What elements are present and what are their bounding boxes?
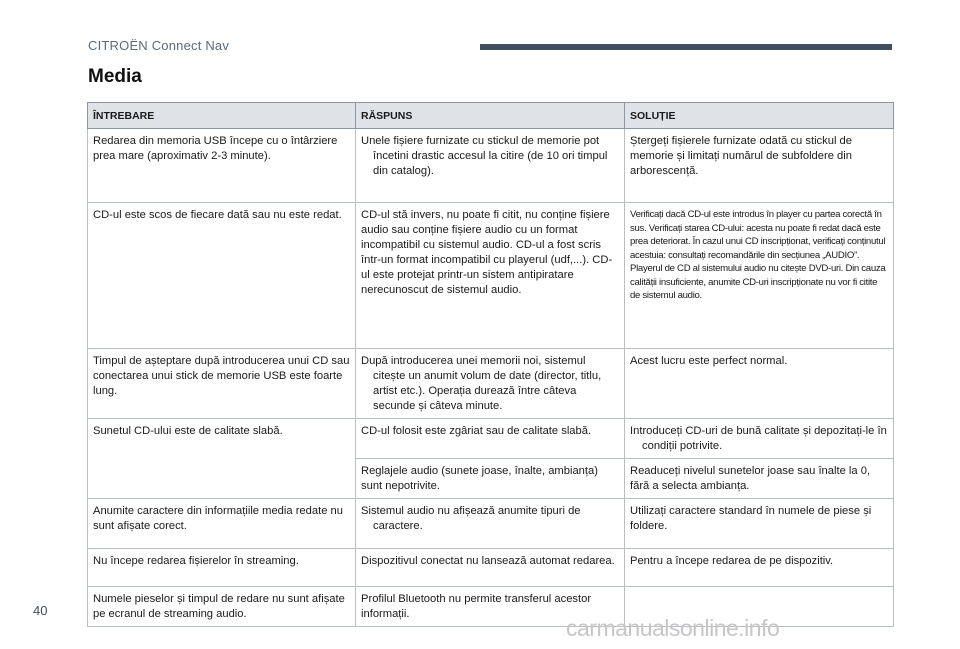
answer-text: Sistemul audio nu afișează anumite tipuri de caractere. xyxy=(361,505,581,532)
answer-cell xyxy=(356,129,625,203)
header-bar xyxy=(480,44,892,50)
solution-cell: Readuceți nivelul sunetelor joase sau înalte la 0, fără a selecta ambianța. xyxy=(625,459,894,499)
table-row xyxy=(88,203,894,349)
table-row xyxy=(88,419,894,459)
column-header-question: ÎNTREBARE xyxy=(88,103,356,129)
solution-cell xyxy=(625,419,894,459)
answer-text: Unele fișiere furnizate cu stickul de memorie pot încetini drastic accesul la citire (de 10 ori timpul din catalog). xyxy=(361,135,608,177)
table-row xyxy=(88,499,894,549)
solution-cell: Pentru a începe redarea de pe dispozitiv. xyxy=(625,549,894,587)
question-cell: Timpul de așteptare după introducerea unui CD sau conectarea unui stick de memorie USB este foarte lung. xyxy=(88,349,356,419)
question-cell: Redarea din memoria USB începe cu o întârziere prea mare (aproximativ 2-3 minute). xyxy=(88,129,356,203)
question-cell: Sunetul CD-ului este de calitate slabă. xyxy=(88,419,356,499)
answer-cell: CD-ul folosit este zgâriat sau de calitate slabă. xyxy=(356,419,625,459)
answer-cell xyxy=(356,499,625,549)
page-title: Media xyxy=(88,66,142,87)
answer-cell xyxy=(356,549,625,587)
answer-cell: Profilul Bluetooth nu permite transferul acestor informații. xyxy=(356,587,625,627)
solution-text: Introduceți CD-uri de bună calitate și depozitați-le în condiții potrivite. xyxy=(630,425,887,452)
solution-cell: Acest lucru este perfect normal. xyxy=(625,349,894,419)
table-header-row xyxy=(88,103,894,129)
table-row xyxy=(88,349,894,419)
solution-cell: Utilizați caractere standard în numele de piese și foldere. xyxy=(625,499,894,549)
troubleshooting-table xyxy=(87,102,894,627)
column-header-solution: SOLUȚIE xyxy=(625,103,894,129)
solution-cell: Ștergeți fișierele furnizate odată cu stickul de memorie și limitați numărul de subfoldere din arborescență. xyxy=(625,129,894,203)
question-cell: CD-ul este scos de fiecare dată sau nu este redat. xyxy=(88,203,356,349)
answer-text: Dispozitivul conectat nu lansează automat redarea. xyxy=(361,555,615,567)
question-cell: Anumite caractere din informațiile media redate nu sunt afișate corect. xyxy=(88,499,356,549)
answer-cell: CD-ul stă invers, nu poate fi citit, nu conține fișiere audio sau conține fișiere audio cu un format incompatibil cu sistemul audio. CD-ul a fost scris într-un format incompatibil cu playerul (udf,...). CD-ul este protejat printr-un sistem antipiratare nerecunoscut de sistemul audio. xyxy=(356,203,625,349)
watermark: carmanualsonline.info xyxy=(566,615,780,641)
brand-header: CITROËN Connect Nav xyxy=(88,38,230,53)
table-row xyxy=(88,549,894,587)
column-header-answer: RĂSPUNS xyxy=(356,103,625,129)
answer-cell xyxy=(356,349,625,419)
answer-cell: Reglajele audio (sunete joase, înalte, ambianța) sunt nepotrivite. xyxy=(356,459,625,499)
solution-cell: Verificați dacă CD-ul este introdus în player cu partea corectă în sus. Verificați starea CD-ului: acesta nu poate fi redat dacă este prea deteriorat. În cazul unui CD inscripționat, verificați conținutul acestuia: consultați recomandările din secțiunea „AUDIO”. Playerul de CD al sistemului audio nu citește DVD-uri. Din cauza calității insuficiente, anumite CD-uri inscripționate nu vor fi citite de sistemul audio. xyxy=(625,203,894,349)
question-cell: Nu începe redarea fișierelor în streaming. xyxy=(88,549,356,587)
question-cell: Numele pieselor și timpul de redare nu sunt afișate pe ecranul de streaming audio. xyxy=(88,587,356,627)
table-row xyxy=(88,129,894,203)
answer-text: După introducerea unei memorii noi, sistemul citește un anumit volum de date (director, titlu, artist etc.). Operația durează între câteva secunde și câteva minute. xyxy=(361,355,602,412)
page-number: 40 xyxy=(33,603,48,618)
